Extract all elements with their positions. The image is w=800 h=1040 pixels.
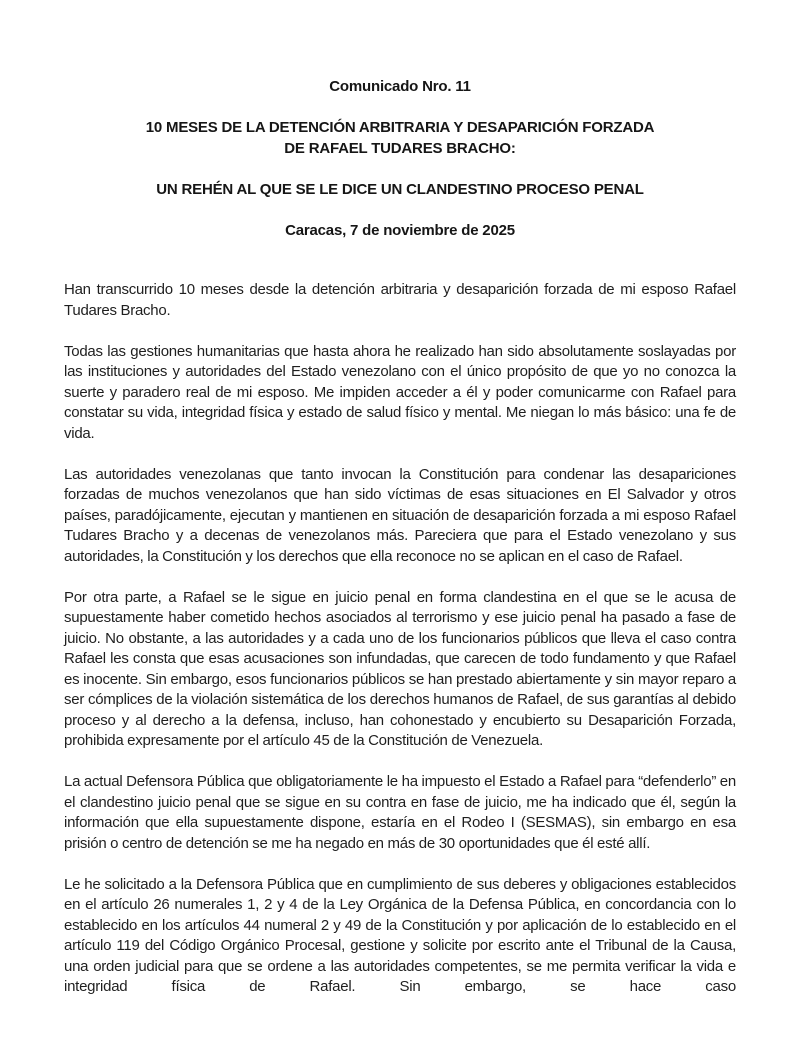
paragraph-3: Las autoridades venezolanas que tanto invocan la Constitución para condenar las desapariciones forzadas de muchos venezolanos que han sido víctimas de esas situaciones en El Salvador y otros países, paradójicamente, ejecutan y mantienen en situación de desaparición forzada a mi esposo Rafael Tudares Bracho y a decenas de venezolanos más. Pareciera que para el Estado venezolano y sus autoridades, la Constitución y los derechos que ella reconoce no se aplican en el caso de Rafael. xyxy=(64,465,736,565)
document-heading-line-1: 10 MESES DE LA DETENCIÓN ARBITRARIA Y DESAPARICIÓN FORZADA xyxy=(145,119,655,136)
document-heading-line-2: DE RAFAEL TUDARES BRACHO: xyxy=(284,139,516,157)
paragraph-2: Todas las gestiones humanitarias que hasta ahora he realizado han sido absolutamente soslayadas por las instituciones y autoridades del Estado venezolano con el único propósito de que yo no conozca la suerte y paradero real de mi esposo. Me impiden acceder a él y poder comunicarme con Rafael para constatar su vida, integridad física y estado de salud físico y mental. Me niegan lo más básico: una fe de vida. xyxy=(64,342,736,442)
document-title: Comunicado Nro. 11 xyxy=(329,78,471,95)
document-subheading: UN REHÉN AL QUE SE LE DICE UN CLANDESTINO PROCESO PENAL xyxy=(156,180,644,198)
paragraph-6: Le he solicitado a la Defensora Pública que en cumplimiento de sus deberes y obligaciones establecidos en el artículo 26 numerales 1, 2 y 4 de la Ley Orgánica de la Defensa Pública, en concordancia con lo establecido en los artículos 44 numeral 2 y 49 de la Constitución y por aplicación de lo establecido en el artículo 119 del Código Orgánico Procesal, gestione y solicite por escrito ante el Tribunal de la Causa, una orden judicial para que se ordene a las autoridades competentes, se me permita verificar la vida e integridad física de Rafael. Sin embargo, se hace caso xyxy=(64,875,736,995)
paragraph-4: Por otra parte, a Rafael se le sigue en juicio penal en forma clandestina en el que se le acusa de supuestamente haber cometido hechos asociados al terrorismo y ese juicio penal ha pasado a fase de juicio. No obstante, a las autoridades y a cada uno de los funcionarios públicos que lleva el caso contra Rafael les consta que esas acusaciones son infundadas, que carecen de todo fundamento y que Rafael es inocente. Sin embargo, esos funcionarios públicos se han prestado abiertamente y sin mayor reparo a ser cómplices de la violación sistemática de los derechos humanos de Rafael, de sus garantías al debido proceso y al derecho a la defensa, incluso, han cohonestado y encubierto su Desaparición Forzada, prohibida expresamente por el artículo 45 de la Constitución de Venezuela. xyxy=(64,588,736,749)
paragraph-1: Han transcurrido 10 meses desde la detención arbitraria y desaparición forzada de mi esposo Rafael Tudares Bracho. xyxy=(64,281,736,319)
paragraph-5: La actual Defensora Pública que obligatoriamente le ha impuesto el Estado a Rafael para “defenderlo” en el clandestino juicio penal que se sigue en su contra en fase de juicio, me ha indicado que él, según la información que ella supuestamente dispone, estaría en el Rodeo I (SESMAS), sin embargo en esa prisión o centro de detención se me ha negado en más de 30 oportunidades que él esté allí. xyxy=(64,773,736,852)
document-dateline: Caracas, 7 de noviembre de 2025 xyxy=(285,221,515,239)
